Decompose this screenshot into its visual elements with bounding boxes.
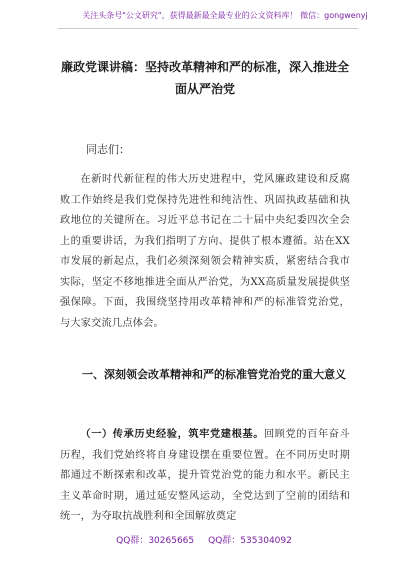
header-banner: 关注头条号"公文研究"，获得最新最全最专业的公文资料库！ 微信：gongwenyj	[82, 11, 368, 20]
section-heading: 一、深刻领会改革精神和严的标准管党治党的重大意义	[82, 368, 346, 381]
footer-qq-group-2: QQ群：535304092	[208, 536, 292, 546]
salutation: 同志们：	[86, 143, 130, 156]
subsection-paragraph	[60, 424, 350, 528]
footer	[0, 535, 408, 547]
subsection-text: 回顾党的百年奋斗历程，我们党始终将自身建设摆在重要位置。在不同历史时期都通过不断探索和改革，提升管党治党的能力和水平。新民主主义革命时期，通过延安整风运动，全党达到了空前的团结和统一，为夺取抗战胜利和全国解放奠定	[60, 429, 350, 522]
intro-paragraph: 在新时代新征程的伟大历史进程中，党风廉政建设和反腐败工作始终是我们党保持先进性和纯洁性、巩固执政基础和执政地位的关键所在。习近平总书记在二十届中央纪委四次全会上的重要讲话，为我们指明了方向、提供了根本遵循。站在XX市发展的新起点，我们必须深刻领会精神实质，紧密结合我市实际，坚定不移地推进全面从严治党，为XX高质量发展提供坚强保障。下面，我围绕坚持用改革精神和严的标准管党治党，与大家交流几点体会。	[60, 174, 350, 329]
document-title: 廉政党课讲稿：坚持改革精神和严的标准，深入推进全面从严治党	[60, 60, 349, 96]
subsection-heading: （一）传承历史经验，筑牢党建根基。	[80, 428, 264, 440]
header-divider	[58, 28, 358, 29]
footer-qq-group-1: QQ群：30265665	[116, 536, 195, 546]
